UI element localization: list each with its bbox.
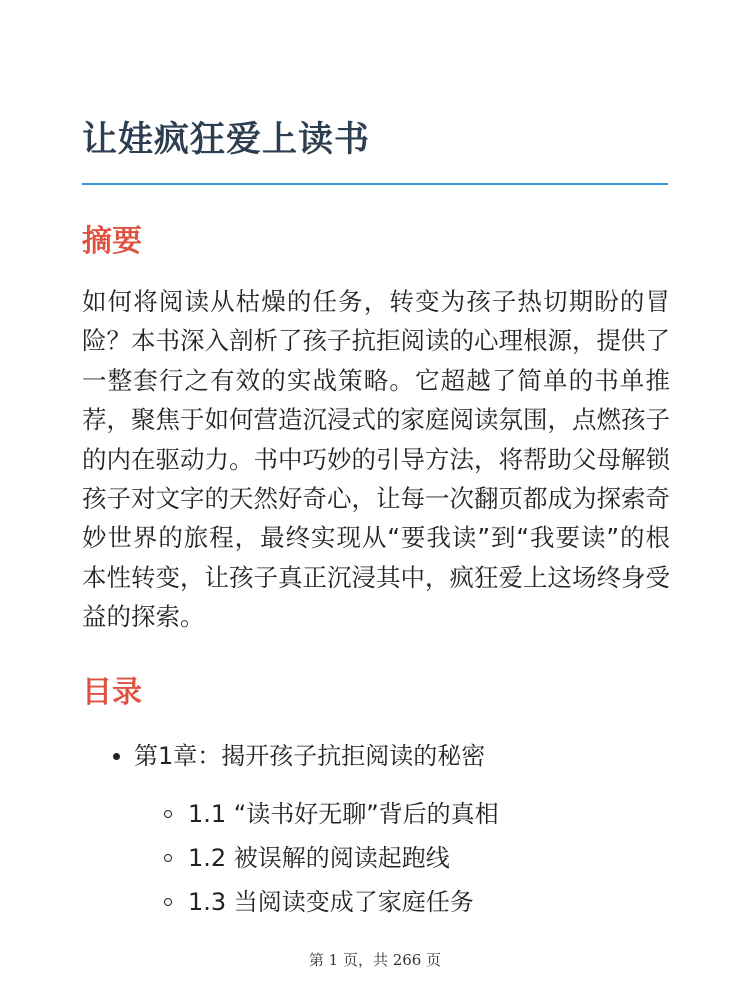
toc-item-label: 1.1 “读书好无聊”背后的真相 [188,800,499,828]
toc-heading: 目录 [82,675,142,710]
title-divider [82,183,668,185]
toc-item-label: 1.3 当阅读变成了家庭任务 [188,888,474,916]
book-title: 让娃疯狂爱上读书 [82,120,371,160]
toc-item-label: 1.2 被误解的阅读起跑线 [188,844,450,872]
page-number-footer: 第 1 页，共 266 页 [308,951,442,969]
abstract-heading: 摘要 [82,224,142,259]
circle-bullet-icon [164,898,172,906]
circle-bullet-icon [164,854,172,862]
circle-bullet-icon [164,810,172,818]
abstract-paragraph: 如何将阅读从枯燥的任务，转变为孩子热切期盼的冒险？本书深入剖析了孩子抗拒阅读的心理根源，提供了一整套行之有效的实战策略。它超越了简单的书单推荐，聚焦于如何营造沉浸式的家庭阅读氛围，点燃孩子的内在驱动力。书中巧妙的引导方法，将帮助父母解锁孩子对文字的天然好奇心，让每一次翻页都成为探索奇妙世界的旅程，最终实现从“要我读”到“我要读”的根本性转变，让孩子真正沉浸其中，疯狂爱上这场终身受益的探索。 [82,287,670,632]
disc-bullet-icon [113,753,120,760]
toc-item-label: 第1章：揭开孩子抗拒阅读的秘密 [134,742,486,770]
